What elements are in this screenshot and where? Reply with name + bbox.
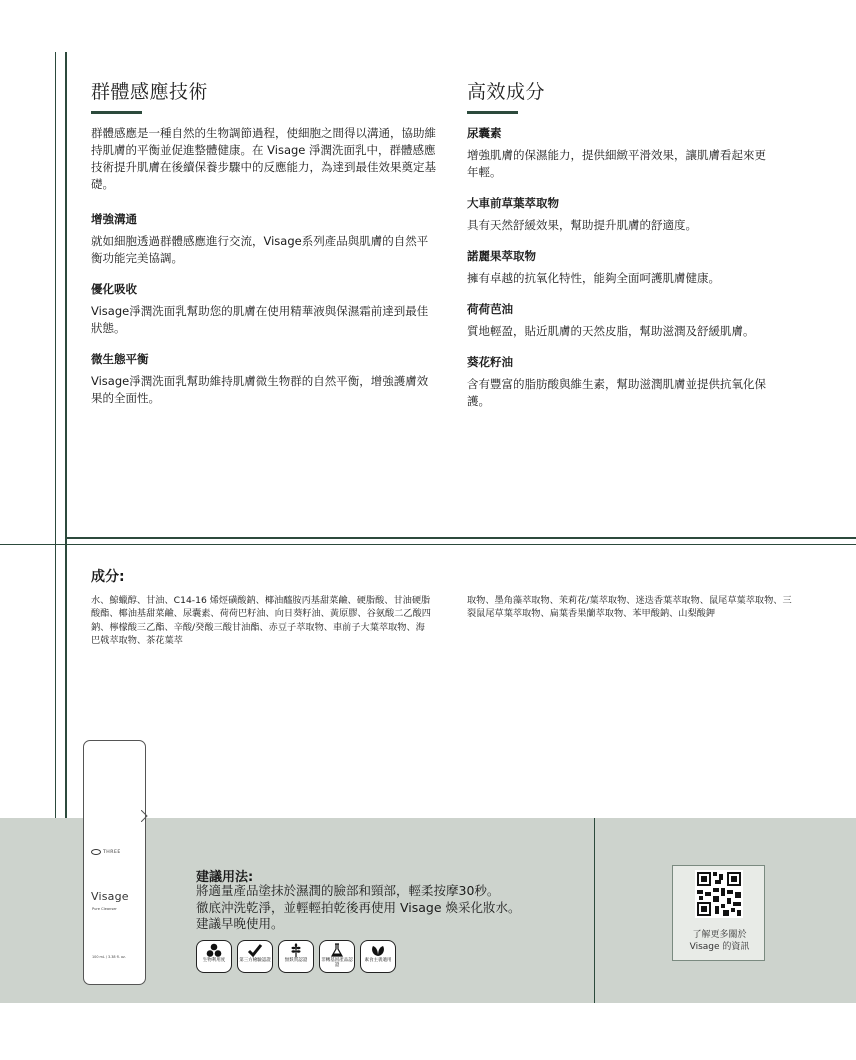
benefit-block [91, 281, 436, 337]
qr-code-box[interactable] [672, 865, 765, 961]
usage-line: 將適量產品塗抹於濕潤的臉部和頸部，輕柔按摩30秒。 [196, 883, 500, 898]
benefit-text: Visage淨潤洗面乳幫助維持肌膚微生物群的自然平衡，增強護膚效果的全面性。 [91, 374, 429, 405]
badge-non-gmo [319, 940, 355, 973]
title-underline [467, 111, 518, 114]
ingredient-text: 增強肌膚的保濕能力，提供細緻平滑效果，讓肌膚看起來更年輕。 [467, 148, 766, 179]
frame-line-left-outer [55, 52, 56, 818]
title-underline [91, 111, 142, 114]
bioavailability-icon [206, 943, 222, 958]
usage-instructions [196, 883, 586, 933]
benefit-heading: 優化吸收 [91, 282, 137, 296]
badge-bioavailability [196, 940, 232, 973]
leaf-icon [370, 943, 386, 958]
badge-third-party-tested [237, 940, 273, 973]
badge-label: 素食主義適用 [364, 958, 392, 963]
qr-code-icon [695, 870, 743, 918]
benefit-block [91, 351, 436, 407]
brand-logo-icon [91, 849, 101, 855]
product-name: Visage [91, 890, 129, 903]
benefit-block [91, 211, 436, 267]
ingredients-text-right: 取物、墨角藻萃取物、茉莉花/葉萃取物、迷迭香葉萃取物、鼠尾草葉萃取物、三裂鼠尾草葉萃取物、扁葉香果蘭萃取物、苯甲酸鈉、山梨酸鉀 [467, 595, 792, 620]
badge-vegan [360, 940, 396, 973]
divider-middle-thin [0, 544, 856, 545]
ingredient-text: 含有豐富的脂肪酸與維生素，幫助滋潤肌膚並提供抗氧化保護。 [467, 377, 766, 408]
qr-caption [673, 929, 766, 953]
ingredient-heading: 荷荷芭油 [467, 302, 513, 316]
ingredient-block [467, 354, 767, 410]
usage-line: 建議早晚使用。 [196, 916, 284, 931]
ingredient-heading: 諾麗果萃取物 [467, 249, 536, 263]
product-subtitle: Pure Cleanser [92, 907, 117, 911]
quorum-sensing-section [91, 80, 436, 421]
bottle-notch [141, 810, 148, 822]
divider-middle [65, 537, 856, 539]
benefit-heading: 增強溝通 [91, 212, 137, 226]
usage-title: 建議用法: [196, 870, 254, 885]
ingredient-heading: 葵花籽油 [467, 355, 513, 369]
benefit-text: 就如細胞透過群體感應進行交流，Visage系列產品與肌膚的自然平衡功能完美協調。 [91, 234, 429, 265]
ingredient-text: 擁有卓越的抗氧化特性，能夠全面呵護肌膚健康。 [467, 271, 720, 285]
wheat-icon [288, 943, 304, 958]
panel-divider [594, 818, 595, 1003]
badge-gluten-free [278, 940, 314, 973]
qr-caption-line2: Visage 的資訊 [689, 942, 750, 952]
badge-label: 無麩質認證 [284, 958, 308, 963]
badge-label: 生物利用度 [202, 958, 226, 963]
qr-caption-line1: 了解更多關於 [692, 930, 747, 940]
brand-name: THREE [103, 849, 121, 855]
product-volume: 100 mL / 3.38 fl. oz. [92, 955, 126, 959]
ingredient-block [467, 125, 767, 181]
intro-paragraph: 群體感應是一種自然的生物調節過程，使細胞之間得以溝通，協助維持肌膚的平衡並促進整體健康。在 Visage 淨潤洗面乳中，群體感應技術提升肌膚在後續保養步驟中的反應能力，為達到最佳效果奠定基礎。 [91, 126, 436, 191]
ingredients-text-left: 水、鯨蠟醇、甘油、C14-16 烯烴磺酸鈉、椰油醯胺丙基甜菜鹼、硬脂酸、甘油硬脂酸酯、椰油基甜菜鹼、尿囊素、荷荷巴籽油、向日葵籽油、黃原膠、谷氨酸二乙酸四鈉、檸檬酸三乙酯、辛酸/癸酸三酸甘油酯、赤豆子萃取物、車前子大葉萃取物、海巴戟萃取物、茶花葉萃 [91, 595, 431, 647]
checkmark-icon [247, 943, 263, 958]
key-ingredients-section [467, 80, 767, 424]
ingredient-block [467, 248, 767, 287]
ingredient-text: 質地輕盈，貼近肌膚的天然皮脂，幫助滋潤及舒緩肌膚。 [467, 324, 755, 338]
badge-label: 非轉基因產品認證 [321, 958, 353, 968]
brand-logo [91, 849, 121, 855]
ingredient-text: 具有天然舒緩效果，幫助提升肌膚的舒適度。 [467, 218, 697, 232]
ingredient-block [467, 195, 767, 234]
usage-line: 徹底沖洗乾淨，並輕輕拍乾後再使用 Visage 煥采化妝水。 [196, 899, 521, 915]
certification-badges [196, 940, 396, 973]
flask-icon [329, 943, 345, 958]
ingredient-heading: 大車前草葉萃取物 [467, 196, 559, 210]
benefit-heading: 微生態平衡 [91, 352, 149, 366]
section-title: 群體感應技術 [91, 81, 209, 103]
ingredients-title: 成分: [91, 569, 125, 585]
section-title: 高效成分 [467, 81, 546, 103]
ingredient-heading: 尿囊素 [467, 126, 502, 140]
product-bottle-image [83, 740, 146, 985]
benefit-text: Visage淨潤洗面乳幫助您的肌膚在使用精華液與保濕霜前達到最佳狀態。 [91, 304, 429, 335]
badge-label: 第三方檢驗認證 [239, 958, 271, 963]
ingredient-block [467, 301, 767, 340]
frame-line-left [65, 52, 67, 818]
